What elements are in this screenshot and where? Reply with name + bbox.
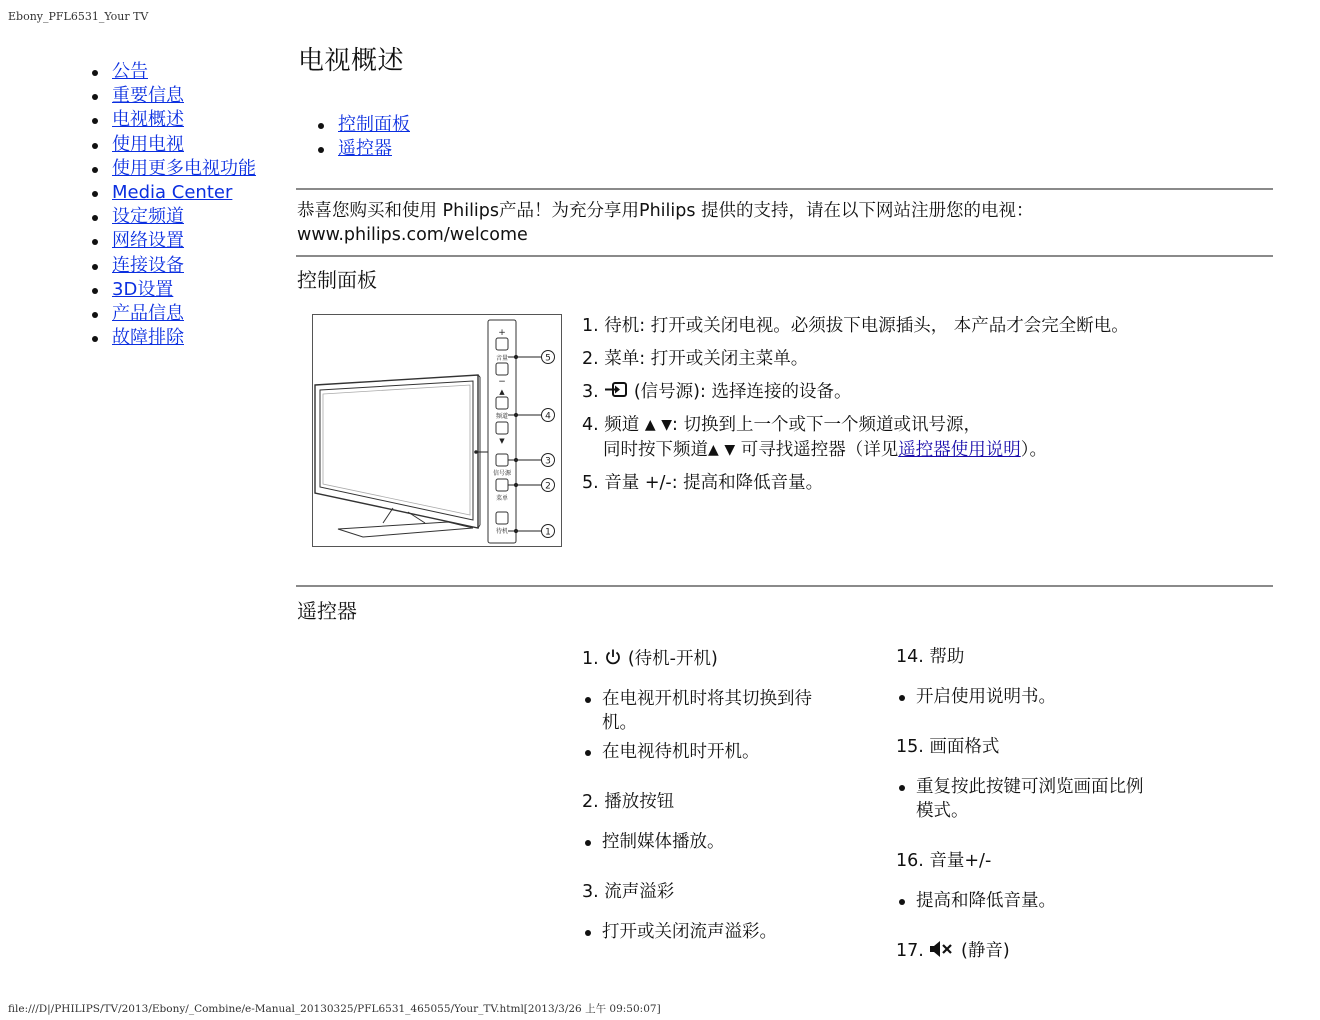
- power-bullets: [582, 687, 832, 764]
- divider-top: [296, 188, 1273, 190]
- page-header: Ebony_PFL6531_Your TV: [8, 10, 149, 23]
- item-text-4: 可寻找遥控器（详见: [740, 440, 899, 460]
- nav-link-troubleshoot[interactable]: 故障排除: [112, 327, 184, 349]
- bullet: 开启使用说明书。: [896, 685, 1186, 709]
- volume-bullets: [896, 889, 1186, 913]
- nav-link-announcement[interactable]: 公告: [112, 61, 148, 82]
- nav-item-product-info: [92, 302, 256, 326]
- tv-illustration: [313, 315, 561, 546]
- plus-mark: +: [498, 328, 506, 338]
- toc-link-remote[interactable]: 遥控器: [338, 138, 392, 159]
- triangle-up-icon: ▲: [644, 417, 656, 433]
- callout-4: 4: [545, 411, 551, 422]
- label-volume: 音量: [495, 355, 509, 362]
- nav-item-announcement: [92, 60, 256, 84]
- bullet: 控制媒体播放。: [582, 830, 872, 854]
- toc-item-control-panel: [318, 113, 410, 137]
- toc-item-remote: [318, 137, 410, 161]
- triangle-down-icon: ▼: [661, 417, 672, 433]
- intro-paragraph: [297, 199, 1257, 247]
- format-bullets: [896, 775, 1146, 823]
- nav-link-tv-overview[interactable]: 电视概述: [112, 109, 184, 131]
- label-power: 待机: [495, 528, 509, 535]
- ambilight-bullets: [582, 920, 872, 944]
- nav-item-important: [92, 84, 256, 108]
- callout-1: 1: [545, 527, 551, 538]
- triangle-down-icon: ▼: [724, 442, 736, 458]
- remote-item-power: [582, 647, 872, 671]
- toc-list: [318, 113, 410, 161]
- remote-item-play: 2. 播放按钮: [582, 792, 675, 812]
- item-text: 音量 +/-: 提高和降低音量。: [604, 473, 824, 493]
- divider-remote: [296, 585, 1273, 587]
- nav-link-use-tv[interactable]: 使用电视: [112, 133, 184, 155]
- bullet: 打开或关闭流声溢彩。: [582, 920, 872, 944]
- nav-item-use-tv: [92, 133, 256, 157]
- source-icon: [604, 381, 628, 399]
- play-bullets: [582, 830, 872, 854]
- nav-item-channels: [92, 205, 256, 229]
- help-bullets: [896, 685, 1186, 709]
- item-text-5: ）。: [1020, 440, 1047, 460]
- nav-link-more-features[interactable]: 使用更多电视功能: [112, 157, 256, 179]
- bullet: 在电视待机时开机。: [582, 740, 832, 764]
- nav-link-channels[interactable]: 设定频道: [112, 206, 184, 228]
- tv-body: [315, 375, 480, 537]
- item-text: 频道: [604, 415, 640, 435]
- power-icon: [604, 648, 622, 666]
- item-text: (静音): [961, 941, 1010, 961]
- nav-link-devices[interactable]: 连接设备: [112, 254, 184, 276]
- item-number: 3.: [582, 382, 599, 402]
- nav-link-important[interactable]: 重要信息: [112, 85, 184, 107]
- item-text-3: 同时按下频道: [603, 440, 708, 460]
- panel-item-standby: [582, 314, 1129, 339]
- item-text: (待机-开机): [627, 649, 718, 669]
- item-number: 2.: [582, 349, 599, 369]
- label-channel: 频道: [495, 413, 509, 420]
- nav-link-3d[interactable]: 3D设置: [112, 278, 174, 300]
- page-title: 电视概述: [298, 46, 405, 76]
- nav-item-troubleshoot: [92, 326, 256, 350]
- nav-item-more-features: [92, 157, 256, 181]
- nav-item-network: [92, 229, 256, 253]
- mute-icon: [929, 940, 955, 958]
- toc-link-control-panel[interactable]: 控制面板: [338, 114, 410, 135]
- nav-item-3d: [92, 278, 256, 302]
- control-panel-heading: 控制面板: [297, 268, 377, 292]
- intro-text: 恭喜您购买和使用 Philips产品！为充分享用Philips 提供的支持，请在以下网站注册您的电视：: [297, 201, 1034, 221]
- minus-mark: −: [498, 377, 506, 387]
- divider-intro: [296, 255, 1273, 257]
- triangle-up-icon: ▲: [708, 442, 719, 458]
- nav-item-devices: [92, 254, 256, 278]
- item-text: 菜单: 打开或关闭主菜单。: [604, 349, 809, 369]
- remote-right-column: [896, 645, 1186, 963]
- remote-guide-link[interactable]: 遥控器使用说明: [898, 440, 1021, 460]
- item-number: 5.: [582, 473, 599, 493]
- sidebar-nav: [92, 60, 256, 350]
- page-footer: file:///D|/PHILIPS/TV/2013/Ebony/_Combine/e-Manual_20130325/PFL6531_465055/Your_TV.html[2013/3/26 上午 09:50:07]: [8, 1003, 661, 1015]
- nav-item-media-center: [92, 181, 256, 205]
- remote-heading: 遥控器: [297, 599, 357, 623]
- callout-5: 5: [545, 353, 551, 364]
- nav-link-product-info[interactable]: 产品信息: [112, 302, 184, 324]
- remote-left-column: [582, 647, 872, 944]
- item-text: 待机: 打开或关闭电视。必须拔下电源插头， 本产品才会完全断电。: [604, 316, 1129, 336]
- item-text: (信号源): 选择连接的设备。: [633, 382, 852, 402]
- item-continuation: [582, 438, 1129, 463]
- item-number: 1.: [582, 649, 599, 669]
- down-mark: ▼: [499, 437, 505, 445]
- panel-item-menu: [582, 347, 1129, 372]
- bullet: 提高和降低音量。: [896, 889, 1186, 913]
- remote-item-volume: 16. 音量+/-: [896, 851, 992, 871]
- remote-item-format: 15. 画面格式: [896, 737, 1000, 757]
- up-mark: ▲: [499, 388, 505, 396]
- item-number: 17.: [896, 941, 924, 961]
- control-panel-list: [582, 314, 1129, 504]
- nav-item-tv-overview: [92, 108, 256, 132]
- panel-item-channel: [582, 413, 1129, 463]
- label-source: 信号源: [492, 470, 512, 477]
- remote-item-ambilight: 3. 流声溢彩: [582, 882, 675, 902]
- item-text-2: : 切换到上一个或下一个频道或讯号源，: [672, 415, 981, 435]
- nav-link-media-center[interactable]: Media Center: [112, 181, 233, 203]
- bullet: 在电视开机时将其切换到待机。: [582, 687, 832, 735]
- panel-item-source: [582, 380, 1129, 405]
- callout-3: 3: [545, 456, 551, 467]
- remote-item-help: 14. 帮助: [896, 647, 965, 667]
- item-number: 1.: [582, 316, 599, 336]
- welcome-url: www.philips.com/welcome: [297, 225, 528, 245]
- nav-link-network[interactable]: 网络设置: [112, 230, 184, 252]
- panel-item-volume: [582, 471, 1129, 496]
- label-menu: 菜单: [495, 495, 509, 502]
- callout-2: 2: [545, 481, 551, 492]
- remote-item-mute: [896, 939, 1186, 963]
- control-panel-figure: [312, 314, 562, 547]
- item-number: 4.: [582, 415, 599, 435]
- bullet: 重复按此按键可浏览画面比例模式。: [896, 775, 1146, 823]
